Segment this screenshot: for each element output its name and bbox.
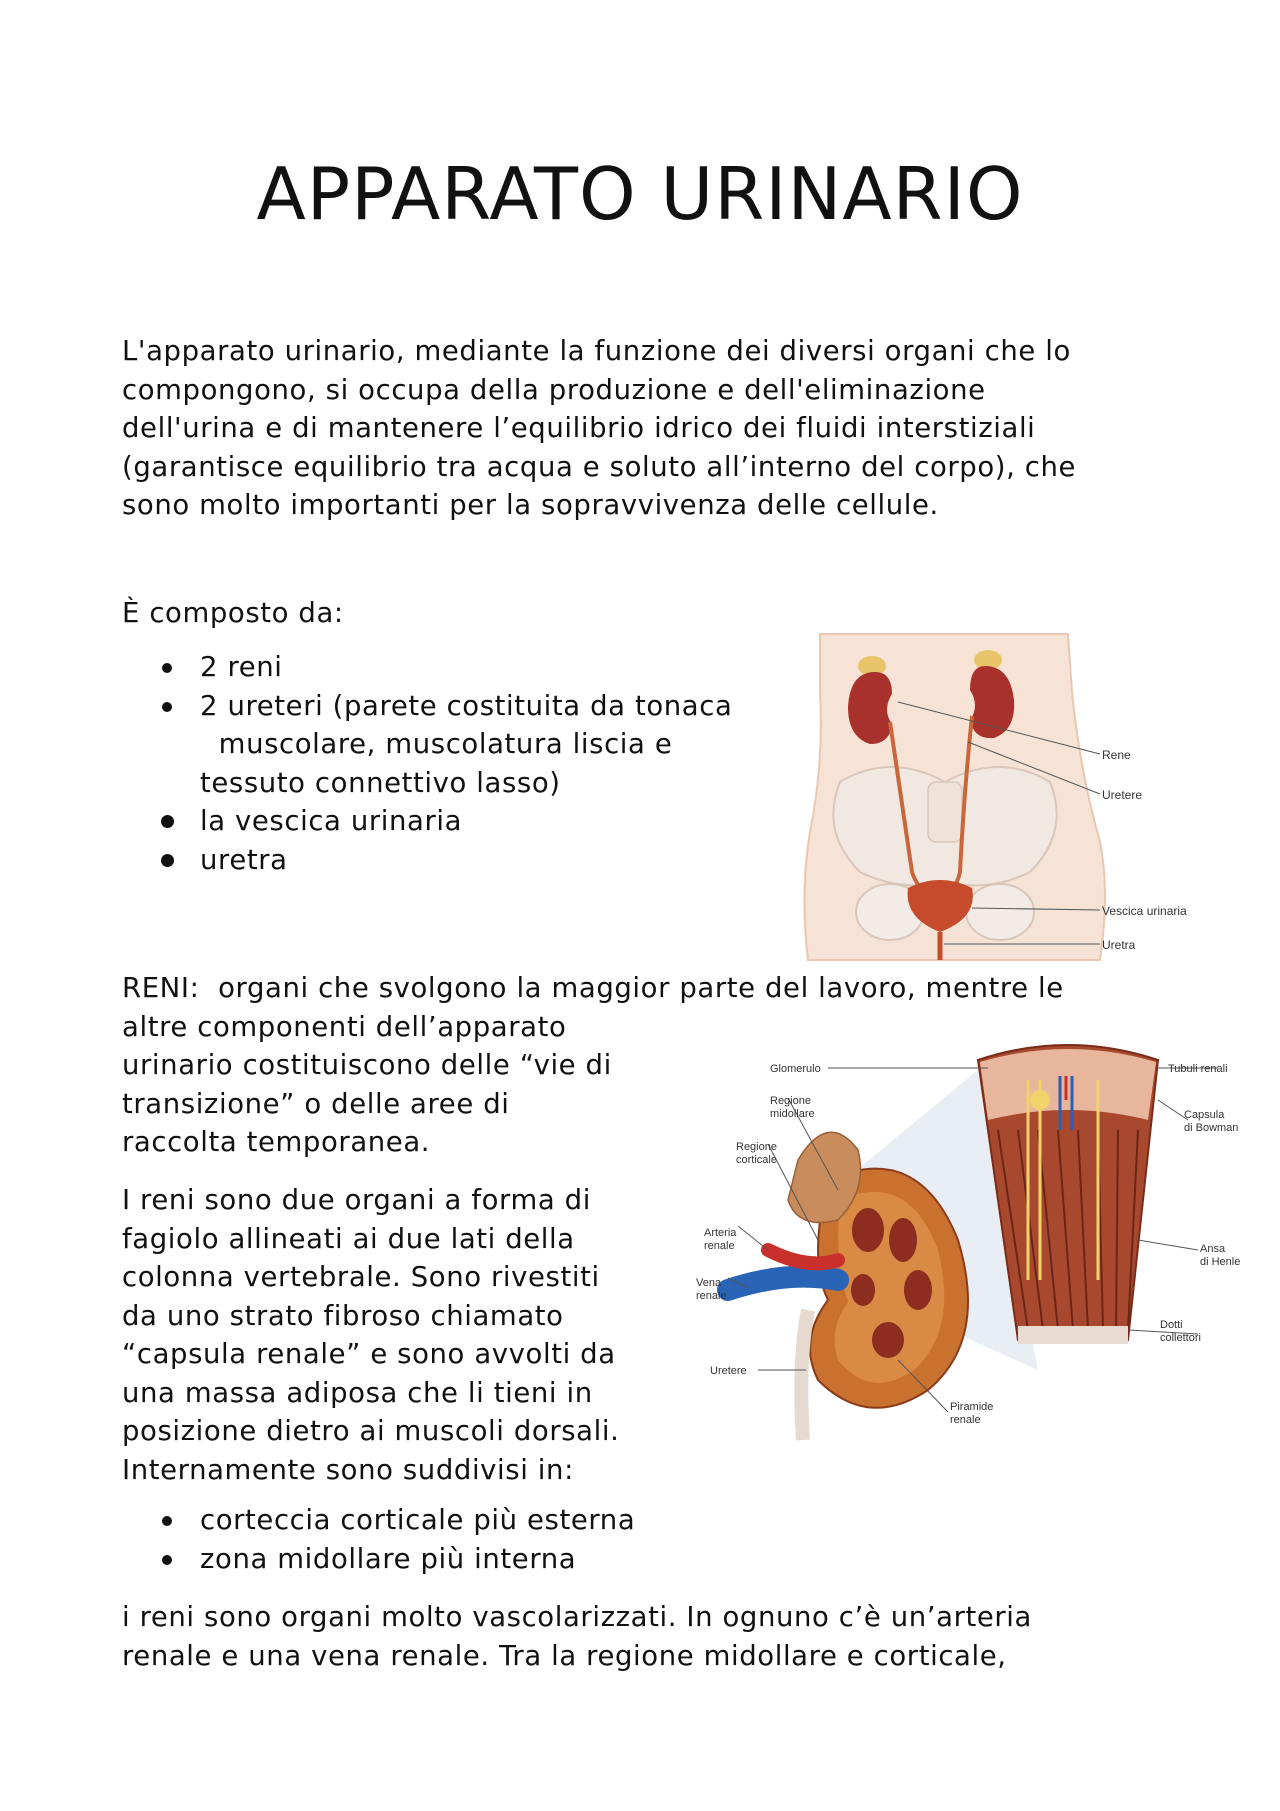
text-line: una massa adiposa che li tieni in — [122, 1376, 593, 1409]
label-regione-midollare-1: Regione — [770, 1095, 811, 1107]
text-line: I reni sono due organi a forma di — [122, 1184, 591, 1216]
text-line: colonna vertebrale. Sono rivestiti — [122, 1261, 600, 1293]
bullet-icon — [162, 702, 172, 712]
list-item: 2 ureteri (parete costituita da tonaca muscolare, muscolatura liscia e tessuto connettivo lasso) — [122, 687, 732, 803]
kidney-section-figure — [688, 1040, 1248, 1450]
text-line: da uno strato fibroso chiamato — [122, 1299, 564, 1332]
label-vena-1: Vena — [696, 1277, 722, 1289]
intro-paragraph — [122, 332, 1162, 525]
label-uretra: Uretra — [1102, 938, 1136, 952]
text-line: “capsula renale” e sono avvolti da — [122, 1338, 616, 1370]
label-regione-corticale-2: corticale — [736, 1154, 777, 1166]
text-line: transizione” o delle aree di — [122, 1087, 510, 1120]
text-line: L'apparato urinario, mediante la funzione dei diversi organi che lo — [122, 335, 1071, 367]
label-capsula-1: Capsula — [1184, 1109, 1225, 1121]
label-glomerulo: Glomerulo — [770, 1063, 821, 1075]
list-item: zona midollare più interna — [122, 1540, 635, 1579]
composto-heading: È composto da: — [122, 597, 344, 629]
text-line: (garantisce equilibrio tra acqua e soluto all’interno del corpo), che — [122, 450, 1077, 483]
label-ansa-2: di Henle — [1200, 1256, 1241, 1268]
composto-list — [122, 648, 732, 879]
text-line: renale e una vena renale. Tra la regione midollare e corticale, — [122, 1639, 1007, 1672]
text-line: i reni sono organi molto vascolarizzati. In ognuno c’è un’arteria — [122, 1601, 1032, 1633]
text-line: altre componenti dell’apparato — [122, 1010, 567, 1043]
text-line: posizione dietro ai muscoli dorsali. — [122, 1415, 620, 1447]
text-line: dell'urina e di mantenere l’equilibrio idrico dei fluidi interstiziali — [122, 412, 1036, 444]
label-vena-2: renale — [696, 1290, 727, 1302]
label-rene: Rene — [1102, 748, 1131, 762]
bullet-icon — [162, 1516, 172, 1526]
list-item: 2 reni — [122, 648, 732, 687]
list-item: la vescica urinaria — [122, 802, 732, 841]
text-line: Internamente sono suddivisi in: — [122, 1453, 574, 1486]
bullet-icon — [162, 663, 172, 673]
urinary-system-figure — [800, 632, 1200, 962]
text-line: sono molto importanti per la sopravvivenza delle cellule. — [122, 489, 939, 521]
label-dotti-1: Dotti — [1160, 1319, 1183, 1331]
label-piramide-2: renale — [950, 1414, 981, 1426]
bullet-icon — [161, 815, 174, 828]
text-line: fagiolo allineati ai due lati della — [122, 1222, 575, 1255]
text-line: RENI: organi che svolgono la maggior parte del lavoro, mentre le — [122, 972, 1064, 1004]
text-line: compongono, si occupa della produzione e dell'eliminazione — [122, 373, 986, 406]
label-tubuli: Tubuli renali — [1168, 1063, 1228, 1075]
zones-list — [122, 1501, 635, 1578]
label-vescica: Vescica urinaria — [1102, 904, 1187, 918]
page-title: APPARATO URINARIO — [256, 152, 1024, 236]
bullet-icon — [161, 854, 174, 867]
label-regione-corticale-1: Regione — [736, 1141, 777, 1153]
label-piramide-1: Piramide — [950, 1401, 994, 1413]
bullet-icon — [162, 1555, 172, 1565]
list-item: uretra — [122, 841, 732, 880]
label-capsula-2: di Bowman — [1184, 1122, 1239, 1134]
label-uretere: Uretere — [1102, 788, 1143, 802]
label-ansa-1: Ansa — [1200, 1243, 1226, 1255]
label-arteria-1: Arteria — [704, 1227, 737, 1239]
label-dotti-2: collettori — [1160, 1332, 1201, 1344]
label-uretere-2: Uretere — [710, 1365, 747, 1377]
reni-lead: RENI: — [122, 972, 200, 1004]
label-arteria-2: renale — [704, 1240, 735, 1252]
closing-paragraph — [122, 1598, 1162, 1675]
text-line: urinario costituiscono delle “vie di — [122, 1049, 612, 1081]
list-item: corteccia corticale più esterna — [122, 1501, 635, 1540]
label-regione-midollare-2: midollare — [770, 1108, 815, 1120]
text-line: raccolta temporanea. — [122, 1126, 431, 1158]
